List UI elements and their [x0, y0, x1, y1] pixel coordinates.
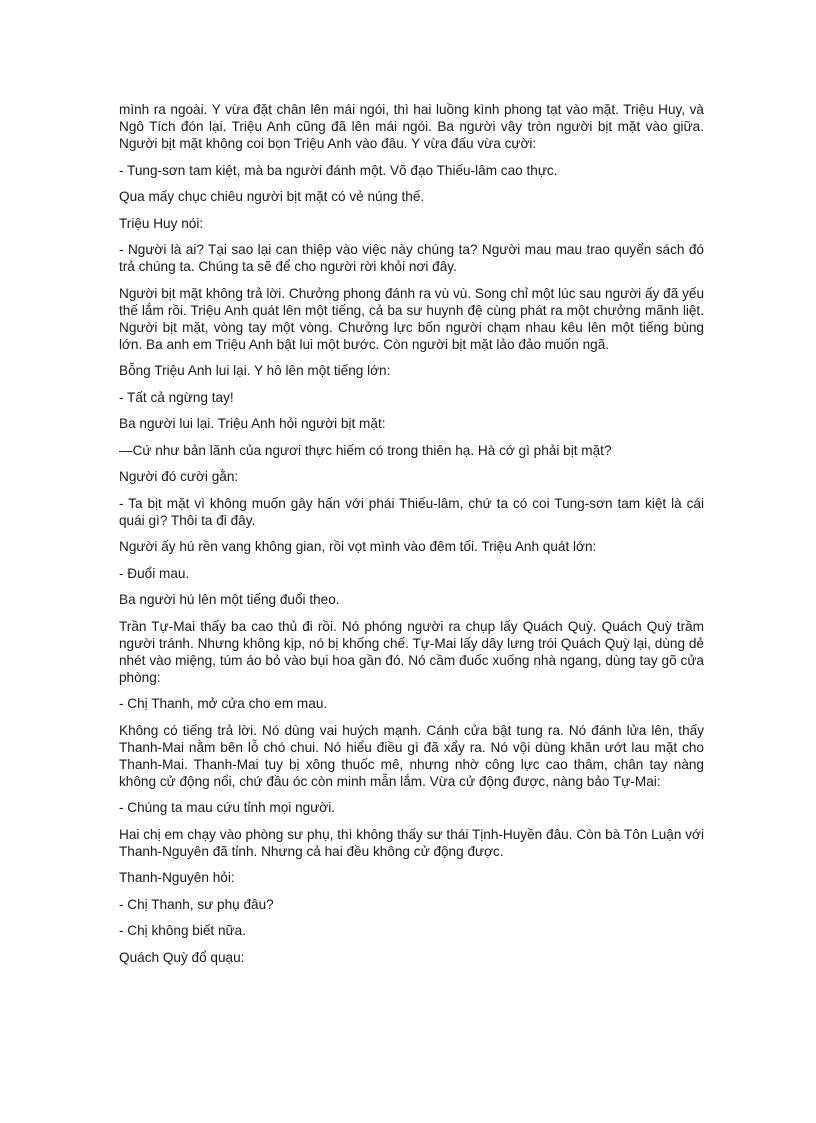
paragraph: - Chúng ta mau cứu tỉnh mọi người. — [119, 800, 336, 815]
paragraph: Quách Quỳ đổ quạu: — [119, 949, 245, 965]
paragraph: Bỗng Triệu Anh lui lại. Y hô lên một tiếng lớn: — [119, 363, 391, 378]
paragraph: Người bịt mặt không trả lời. Chưởng phong đánh ra vù vù. Song chỉ một lúc sau người ấy đã yếu thế lắm rồi. Triệu Anh quát lên một tiếng, cả ba sư huynh đệ cùng phát ra một chưởng mãnh liệt. Người bịt mặt, vòng tay một vòng. Chưởng lực bốn người chạm nhau kêu lên một tiếng bùng lớn. Ba anh em Triệu Anh bật lui một bước. Còn người bịt mặt lảo đảo muốn ngã. — [119, 285, 704, 352]
paragraph: Thanh-Nguyên hỏi: — [119, 870, 235, 885]
paragraph: Ba người hú lên một tiếng đuổi theo. — [119, 592, 340, 607]
paragraph: —Cứ như bản lãnh của ngươi thực hiếm có trong thiên hạ. Hà cớ gì phải bịt mặt? — [119, 442, 612, 458]
paragraph: - Đuổi mau. — [119, 565, 190, 581]
paragraph: Không có tiếng trả lời. Nó dùng vai huých mạnh. Cánh cửa bật tung ra. Nó đánh lửa lên, thấy Thanh-Mai nằm bên lỗ chó chui. Nó hiểu điều gì đã xẩy ra. Nó vội dùng khăn ướt lau mặt cho Thanh-Mai. Thanh-Mai tuy bị xông thuốc mê, nhưng nhờ công lực cao thâm, chân tay nàng không cử động nổi, chứ đầu óc còn minh mẫn lắm. Vừa cử động được, nàng bảo Tự-Mai: — [119, 722, 704, 789]
paragraph: - Ta bịt mặt vì không muốn gây hấn với phái Thiếu-lâm, chứ ta có coi Tung-sơn tam kiệt là cái quái gì? Thôi ta đi đây. — [119, 495, 704, 528]
paragraph: Triệu Huy nói: — [119, 215, 204, 231]
paragraph: Hai chị em chạy vào phòng sư phụ, thì không thấy sư thái Tịnh-Huyền đâu. Còn bà Tôn Luận với Thanh-Nguyên đã tỉnh. Nhưng cả hai đều không cử động được. — [119, 826, 704, 859]
paragraph: mình ra ngoài. Y vừa đặt chân lên mái ngói, thì hai luồng kình phong tạt vào mặt. Triệu Huy, và Ngô Tích đón lại. Triệu Anh cũng đã lên mái ngói. Ba người vây tròn người bịt mặt vào giữa. Người bịt mặt không coi bọn Triệu Anh vào đâu. Y vừa đấu vừa cười: — [119, 102, 704, 151]
paragraph: - Chị Thanh, sư phụ đâu? — [119, 896, 274, 912]
paragraph: - Người là ai? Tại sao lại can thiệp vào việc này chúng ta? Người mau mau trao quyển sách đó trả chúng ta. Chúng ta sẽ để cho người rời khỏi nơi đây. — [119, 242, 704, 274]
document-page — [119, 101, 704, 975]
paragraph: - Chị Thanh, mở cửa cho em mau. — [119, 696, 328, 711]
paragraph: Người đó cười gằn: — [119, 469, 239, 484]
paragraph: Ba người lui lại. Triệu Anh hỏi người bịt mặt: — [119, 416, 386, 431]
paragraph: - Tung-sơn tam kiệt, mà ba người đánh một. Võ đạo Thiếu-lâm cao thực. — [119, 162, 558, 178]
paragraph: Qua mấy chục chiêu người bịt mặt có vẻ núng thế. — [119, 189, 425, 204]
paragraph: - Tất cả ngừng tay! — [119, 389, 234, 405]
paragraph: - Chị không biết nữa. — [119, 923, 246, 938]
paragraph: Trần Tự-Mai thấy ba cao thủ đi rồi. Nó phóng người ra chụp lấy Quách Quỳ. Quách Quỳ trầm người tránh. Nhưng không kịp, nó bị khống chế. Tự-Mai lấy dây lưng trói Quách Quỳ lại, dùng dẻ nhét vào miệng, túm áo bỏ vào bụi hoa gần đó. Nó cầm đuốc xuống nhà ngang, dùng tay gõ cửa phòng: — [119, 618, 704, 685]
paragraph: Người ấy hú rền vang không gian, rồi vọt mình vào đêm tối. Triệu Anh quát lớn: — [119, 539, 597, 554]
